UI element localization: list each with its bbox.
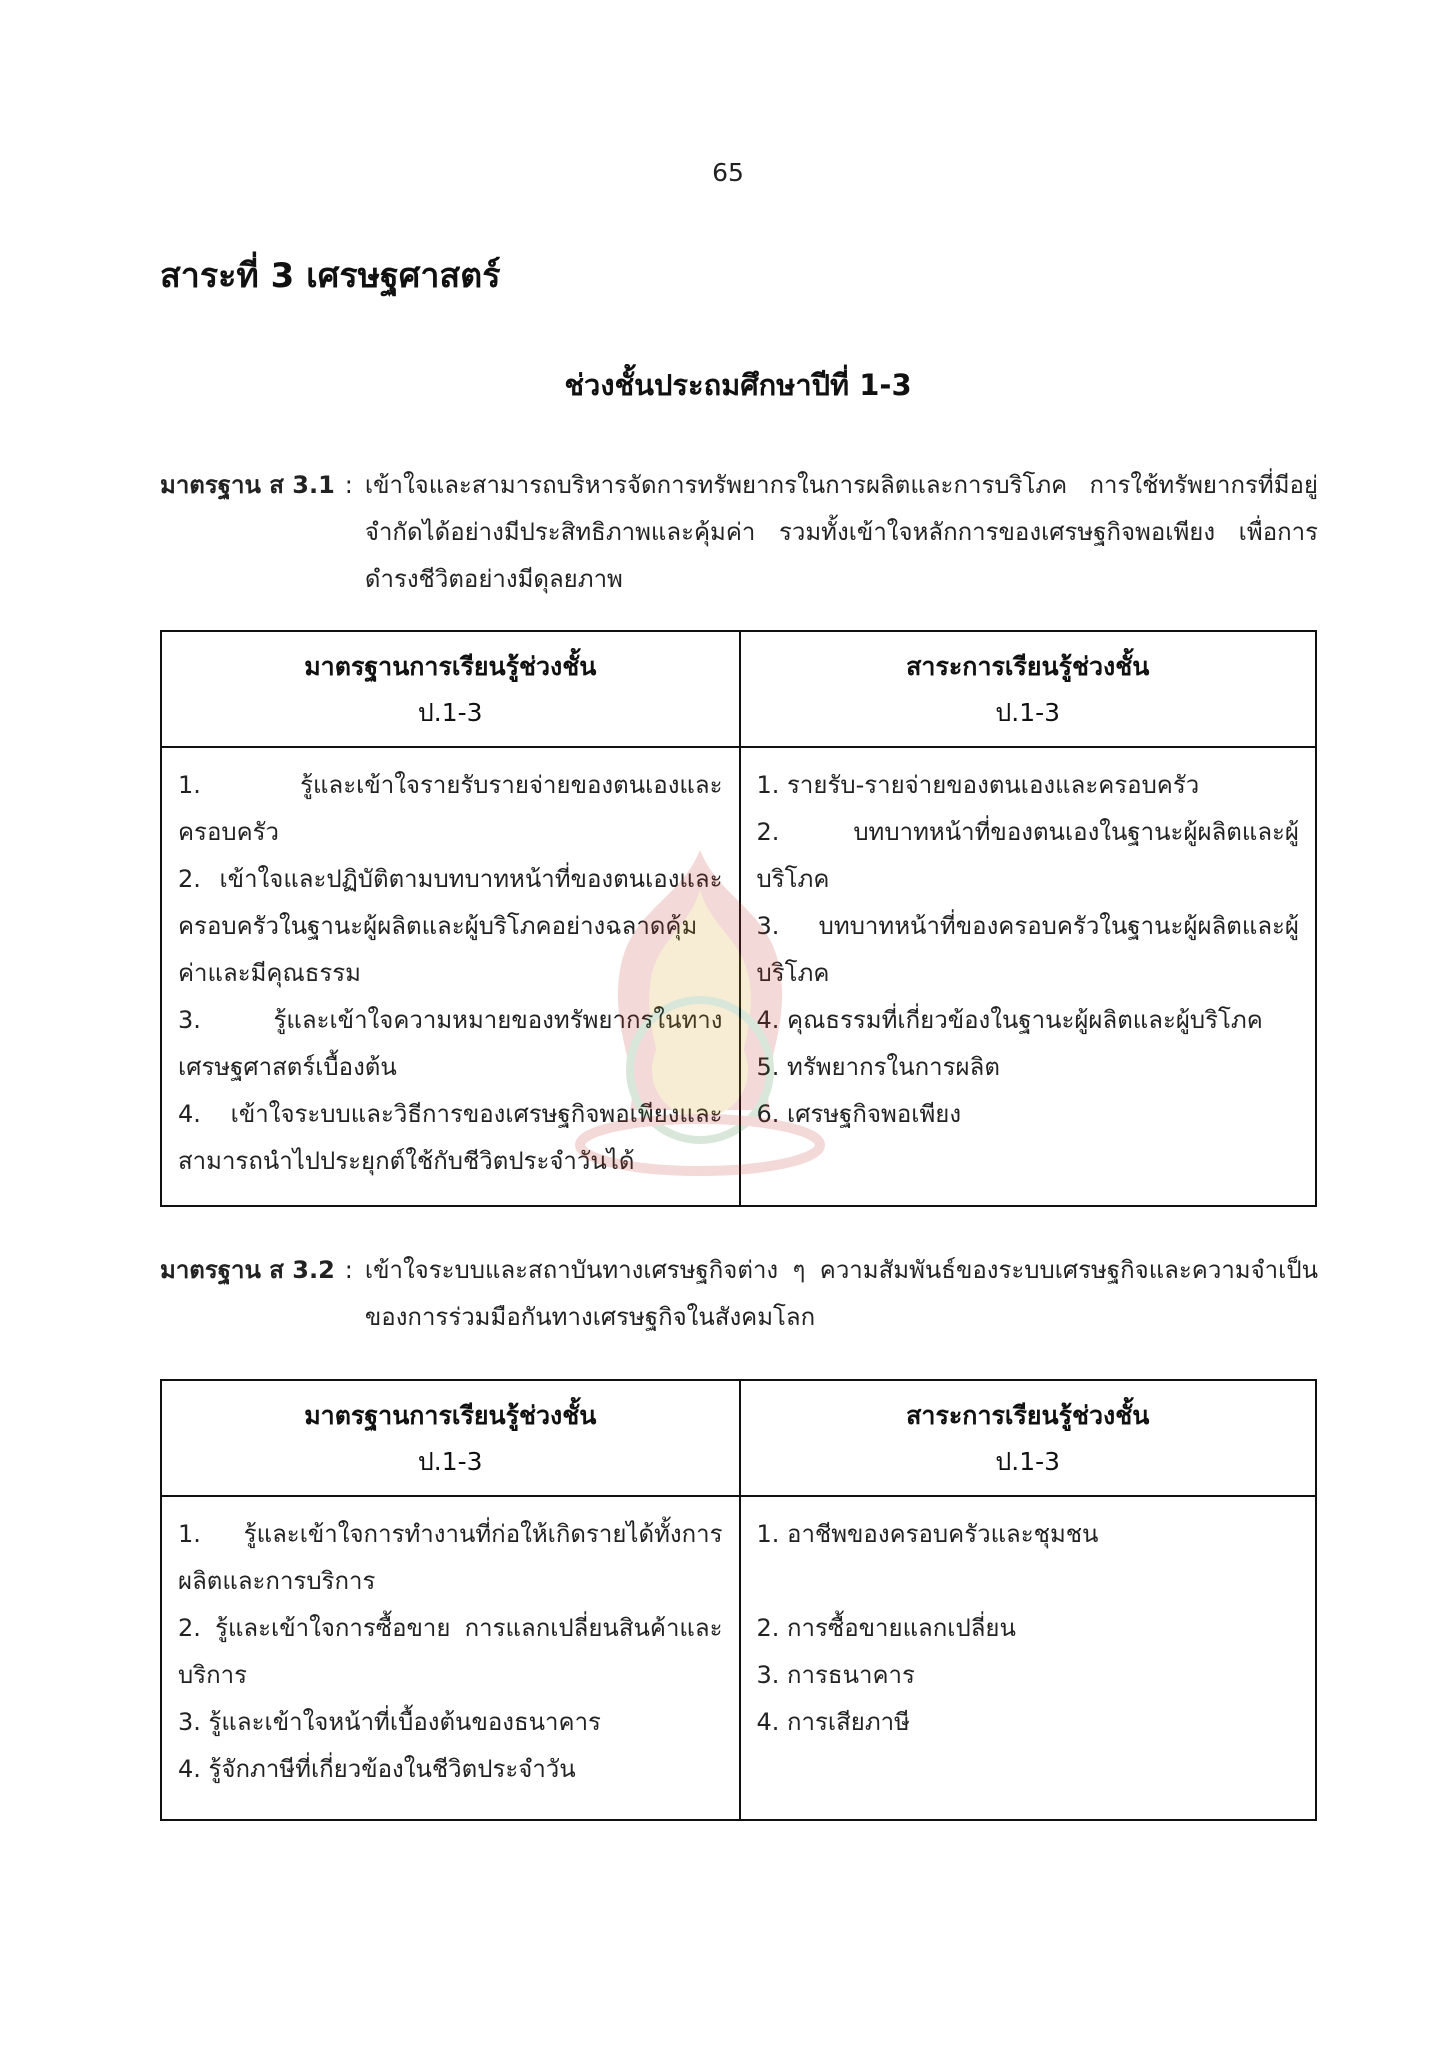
list-item: 1. รู้และเข้าใจรายรับรายจ่ายของตนเองและครอบครัว <box>178 771 723 846</box>
list-item: 3. บทบาทหน้าที่ของครอบครัวในฐานะผู้ผลิตและผู้บริโภค <box>756 912 1299 987</box>
header-title: มาตรฐานการเรียนรู้ช่วงชั้น <box>304 1401 597 1430</box>
standard-3-2 <box>160 1247 1318 1341</box>
standard-text: เข้าใจระบบและสถาบันทางเศรษฐกิจต่าง ๆ ความสัมพันธ์ของระบบเศรษฐกิจและความจำเป็นของการร่วมมือกันทางเศรษฐกิจในสังคมโลก <box>364 1256 1318 1331</box>
standards-cell <box>162 748 739 1205</box>
standard-text: เข้าใจและสามารถบริหารจัดการทรัพยากรในการผลิตและการบริโภค การใช้ทรัพยากรที่มีอยู่จำกัดได้อย่างมีประสิทธิภาพและคุ้มค่า รวมทั้งเข้าใจหลักการของเศรษฐกิจพอเพียง เพื่อการดำรงชีวิตอย่างมีดุลยภาพ <box>364 471 1318 593</box>
list-item: 2. รู้และเข้าใจการซื้อขาย การแลกเปลี่ยนสินค้าและบริการ <box>178 1614 723 1689</box>
list-item: 5. ทรัพยากรในการผลิต <box>756 1053 1000 1081</box>
blank-line <box>757 1558 1300 1605</box>
list-item: 1. รายรับ-รายจ่ายของตนเองและครอบครัว <box>756 771 1200 799</box>
standards-cell <box>162 1497 739 1819</box>
standard-3-1 <box>160 462 1318 603</box>
level-subheading: ช่วงชั้นประถมศึกษาปีที่ 1-3 <box>564 368 912 402</box>
table-header-row <box>162 1381 1315 1497</box>
list-item: 2. เข้าใจและปฏิบัติตามบทบาทหน้าที่ของตนเองและครอบครัวในฐานะผู้ผลิตและผู้บริโภคอย่างฉลาดคุ้มค่าและมีคุณธรรม <box>178 865 723 987</box>
header-title: มาตรฐานการเรียนรู้ช่วงชั้น <box>304 652 597 681</box>
standard-separator: : <box>344 471 353 499</box>
table-body-row <box>162 1497 1315 1819</box>
header-grade: ป.1-3 <box>995 698 1061 727</box>
list-item: 6. เศรษฐกิจพอเพียง <box>756 1100 962 1128</box>
list-item: 1. รู้และเข้าใจการทำงานที่ก่อให้เกิดรายได้ทั้งการผลิตและการบริการ <box>178 1520 723 1595</box>
header-title: สาระการเรียนรู้ช่วงชั้น <box>906 652 1150 681</box>
list-item: 3. การธนาคาร <box>756 1661 915 1689</box>
list-item: 2. การซื้อขายแลกเปลี่ยน <box>756 1614 1016 1642</box>
page-number: 65 <box>712 158 744 187</box>
header-learning-standards <box>162 632 739 746</box>
standard-label: มาตรฐาน ส 3.1 <box>160 471 335 499</box>
list-item: 4. คุณธรรมที่เกี่ยวข้องในฐานะผู้ผลิตและผู้บริโภค <box>756 1006 1263 1034</box>
list-item: 2. บทบาทหน้าที่ของตนเองในฐานะผู้ผลิตและผู้บริโภค <box>756 818 1299 893</box>
header-learning-content <box>739 1381 1316 1495</box>
header-grade: ป.1-3 <box>417 698 483 727</box>
header-grade: ป.1-3 <box>417 1447 483 1476</box>
table-body-row <box>162 748 1315 1205</box>
list-item: 4. เข้าใจระบบและวิธีการของเศรษฐกิจพอเพียงและสามารถนำไปประยุกต์ใช้กับชีวิตประจำวันได้ <box>178 1100 723 1175</box>
header-learning-content <box>739 632 1316 746</box>
section-heading: สาระที่ 3 เศรษฐศาสตร์ <box>160 256 501 296</box>
content-cell <box>739 748 1316 1205</box>
curriculum-table-2 <box>160 1379 1317 1821</box>
content-cell <box>739 1497 1316 1819</box>
table-header-row <box>162 632 1315 748</box>
standard-label: มาตรฐาน ส 3.2 <box>160 1256 335 1284</box>
list-item: 3. รู้และเข้าใจหน้าที่เบื้องต้นของธนาคาร <box>178 1708 601 1736</box>
standard-separator: : <box>344 1256 353 1284</box>
header-title: สาระการเรียนรู้ช่วงชั้น <box>906 1401 1150 1430</box>
header-grade: ป.1-3 <box>995 1447 1061 1476</box>
curriculum-table-1 <box>160 630 1317 1207</box>
list-item: 4. การเสียภาษี <box>756 1708 910 1736</box>
header-learning-standards <box>162 1381 739 1495</box>
list-item: 4. รู้จักภาษีที่เกี่ยวข้องในชีวิตประจำวัน <box>178 1755 576 1783</box>
list-item: 1. อาชีพของครอบครัวและชุมชน <box>756 1520 1099 1548</box>
list-item: 3. รู้และเข้าใจความหมายของทรัพยากรในทางเศรษฐศาสตร์เบื้องต้น <box>178 1006 723 1081</box>
